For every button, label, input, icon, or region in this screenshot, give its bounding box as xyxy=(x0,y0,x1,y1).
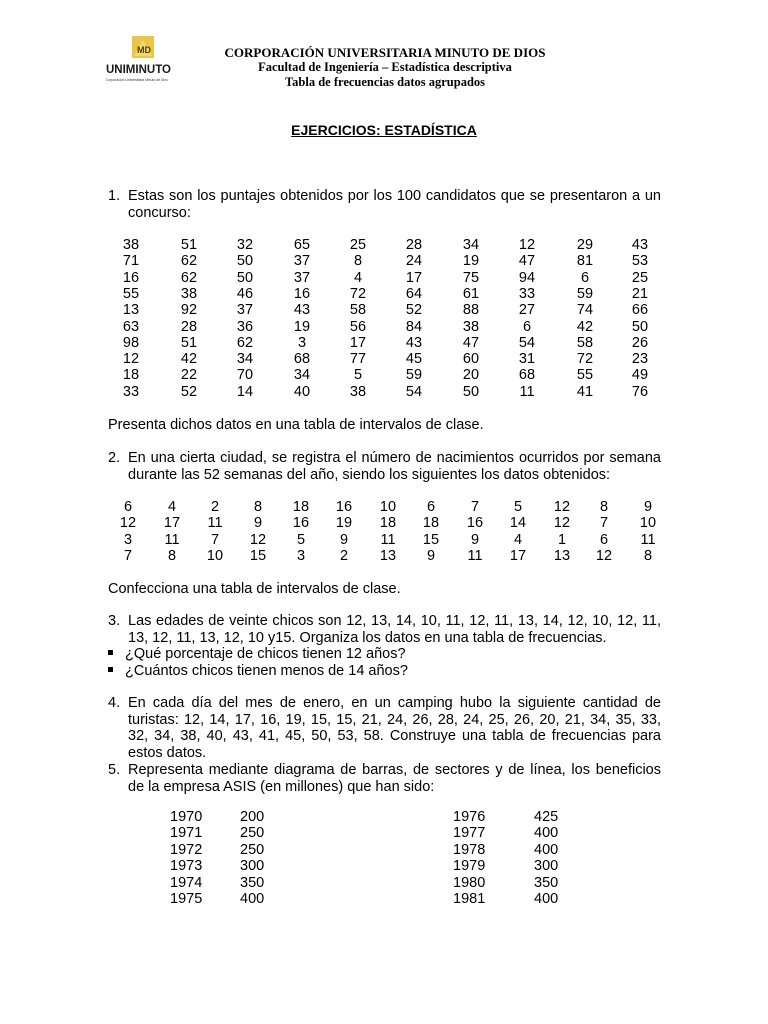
grid-cell: 45 xyxy=(405,351,423,368)
grid-cell: 10 xyxy=(206,547,224,564)
q1-instruction: Presenta dichos datos en una tabla de intervalos de clase. xyxy=(108,417,484,433)
grid-cell: 72 xyxy=(576,351,594,368)
topic-line: Tabla de frecuencias datos agrupados xyxy=(284,75,486,89)
grid-cell: 13 xyxy=(553,547,571,564)
grid-cell: 8 xyxy=(353,253,363,270)
grid-cell: 3 xyxy=(123,531,133,548)
grid-cell: 9 xyxy=(253,515,263,532)
grid-cell: 54 xyxy=(405,383,423,400)
grid-cell: 62 xyxy=(180,253,198,270)
grid-cell: 60 xyxy=(462,351,480,368)
q5-number: 5. xyxy=(108,762,121,778)
grid-cell: 6 xyxy=(426,499,436,515)
grid-cell: 38 xyxy=(122,237,140,253)
q3-bullet-text: ¿Qué porcentaje de chicos tienen 12 años? xyxy=(125,646,406,662)
year-cell: 1977 xyxy=(453,825,486,842)
grid-cell: 66 xyxy=(631,302,649,319)
grid-cell: 41 xyxy=(576,383,594,400)
grid-cell: 33 xyxy=(122,383,140,400)
year-cell: 1979 xyxy=(453,858,486,875)
page-title: EJERCICIOS: ESTADÍSTICA xyxy=(291,122,477,138)
grid-cell: 9 xyxy=(339,531,349,548)
q4-text: En cada día del mes de enero, en un camping hubo la siguiente cantidad de turistas: 12, 14, 17, 16, 19, 15, 15, 21, 24, 26, 28, 24, 25, 26, 20, 21, 34, 35, 33, 32, 34, 38, 40, 43, 41, 45, 50, 53, 58. Construye una tabla de frecuencias para estos datos. xyxy=(128,695,661,761)
year-cell: 1972 xyxy=(170,841,203,858)
grid-cell: 18 xyxy=(422,515,440,532)
grid-cell: 40 xyxy=(293,383,311,400)
grid-cell: 50 xyxy=(462,383,480,400)
grid-cell: 17 xyxy=(349,334,367,351)
grid-cell: 28 xyxy=(180,318,198,335)
profit-cell: 350 xyxy=(534,874,559,891)
grid-cell: 68 xyxy=(293,351,311,368)
grid-cell: 11 xyxy=(164,531,180,548)
grid-cell: 3 xyxy=(297,334,307,351)
grid-cell: 11 xyxy=(207,515,223,532)
grid-cell: 62 xyxy=(180,269,198,286)
grid-cell: 68 xyxy=(518,367,536,384)
grid-cell: 11 xyxy=(380,531,396,548)
grid-cell: 3 xyxy=(296,547,306,564)
q3-bullet-text: ¿Cuántos chicos tienen menos de 14 años? xyxy=(125,663,408,679)
grid-cell: 19 xyxy=(293,318,311,335)
grid-cell: 12 xyxy=(122,351,140,368)
grid-cell: 5 xyxy=(353,367,363,384)
grid-cell: 49 xyxy=(631,367,649,384)
grid-cell: 28 xyxy=(405,237,423,253)
profit-cell: 400 xyxy=(534,825,559,842)
grid-cell: 98 xyxy=(122,334,140,351)
grid-cell: 7 xyxy=(210,531,220,548)
logo-subtext: Corporación Universitaria Minuto de Dios xyxy=(106,78,168,82)
grid-cell: 37 xyxy=(236,302,254,319)
grid-cell: 54 xyxy=(518,334,536,351)
grid-cell: 37 xyxy=(293,253,311,270)
grid-cell: 7 xyxy=(470,499,480,515)
grid-cell: 8 xyxy=(643,547,653,564)
grid-cell: 12 xyxy=(553,515,571,532)
grid-cell: 52 xyxy=(405,302,423,319)
grid-cell: 59 xyxy=(405,367,423,384)
grid-cell: 65 xyxy=(293,237,311,253)
grid-cell: 17 xyxy=(405,269,423,286)
grid-cell: 21 xyxy=(631,285,649,302)
grid-cell: 4 xyxy=(513,531,523,548)
grid-cell: 43 xyxy=(631,237,649,253)
grid-cell: 56 xyxy=(349,318,367,335)
year-cell: 1981 xyxy=(453,891,486,907)
grid-cell: 38 xyxy=(349,383,367,400)
grid-cell: 46 xyxy=(236,285,254,302)
grid-cell: 75 xyxy=(462,269,480,286)
grid-cell: 10 xyxy=(379,499,397,515)
grid-cell: 16 xyxy=(293,285,311,302)
grid-cell: 59 xyxy=(576,285,594,302)
year-cell: 1978 xyxy=(453,841,486,858)
year-cell: 1974 xyxy=(170,874,203,891)
profit-cell: 400 xyxy=(240,891,265,907)
profit-cell: 400 xyxy=(534,891,559,907)
grid-cell: 58 xyxy=(576,334,594,351)
grid-cell: 43 xyxy=(293,302,311,319)
grid-cell: 2 xyxy=(339,547,349,564)
grid-cell: 34 xyxy=(236,351,254,368)
q4-number: 4. xyxy=(108,695,121,711)
grid-cell: 92 xyxy=(180,302,198,319)
grid-cell: 6 xyxy=(522,318,532,335)
year-cell: 1971 xyxy=(170,825,203,842)
grid-cell: 77 xyxy=(349,351,367,368)
grid-cell: 6 xyxy=(599,531,609,548)
profit-cell: 400 xyxy=(534,841,559,858)
grid-cell: 42 xyxy=(576,318,594,335)
grid-cell: 38 xyxy=(462,318,480,335)
grid-cell: 19 xyxy=(462,253,480,270)
grid-cell: 62 xyxy=(236,334,254,351)
grid-cell: 29 xyxy=(576,237,594,253)
year-cell: 1970 xyxy=(170,809,203,825)
grid-cell: 15 xyxy=(422,531,440,548)
grid-cell: 11 xyxy=(467,547,483,564)
grid-cell: 12 xyxy=(119,515,137,532)
logo-wordmark: UNIMINUTO xyxy=(106,64,171,76)
grid-cell: 18 xyxy=(379,515,397,532)
grid-cell: 18 xyxy=(292,499,310,515)
grid-cell: 50 xyxy=(236,269,254,286)
year-cell: 1976 xyxy=(453,809,486,825)
grid-cell: 12 xyxy=(595,547,613,564)
grid-cell: 51 xyxy=(180,334,198,351)
grid-cell: 1 xyxy=(557,531,567,548)
grid-cell: 15 xyxy=(249,547,267,564)
q1-text: Estas son los puntajes obtenidos por los 100 candidatos que se presentaron a un concurso: xyxy=(128,188,661,221)
q5-text: Representa mediante diagrama de barras, de sectores y de línea, los beneficios de la empresa ASIS (en millones) que han sido: xyxy=(128,762,661,795)
grid-cell: 12 xyxy=(249,531,267,548)
grid-cell: 94 xyxy=(518,269,536,286)
grid-cell: 33 xyxy=(518,285,536,302)
grid-cell: 36 xyxy=(236,318,254,335)
grid-cell: 63 xyxy=(122,318,140,335)
grid-cell: 17 xyxy=(163,515,181,532)
grid-cell: 7 xyxy=(599,515,609,532)
grid-cell: 42 xyxy=(180,351,198,368)
grid-cell: 2 xyxy=(210,499,220,515)
year-cell: 1980 xyxy=(453,874,486,891)
grid-cell: 24 xyxy=(405,253,423,270)
grid-cell: 37 xyxy=(293,269,311,286)
profit-cell: 425 xyxy=(534,809,559,825)
grid-cell: 38 xyxy=(180,285,198,302)
grid-cell: 81 xyxy=(576,253,594,270)
bullet-square-icon xyxy=(108,650,113,655)
grid-cell: 16 xyxy=(292,515,310,532)
svg-text:MD: MD xyxy=(137,45,151,55)
grid-cell: 50 xyxy=(631,318,649,335)
grid-cell: 6 xyxy=(580,269,590,286)
grid-cell: 70 xyxy=(236,367,254,384)
grid-cell: 16 xyxy=(466,515,484,532)
grid-cell: 74 xyxy=(576,302,594,319)
grid-cell: 9 xyxy=(643,499,653,515)
grid-cell: 6 xyxy=(123,499,133,515)
profit-cell: 300 xyxy=(534,858,559,875)
grid-cell: 34 xyxy=(462,237,480,253)
grid-cell: 4 xyxy=(167,499,177,515)
grid-cell: 20 xyxy=(462,367,480,384)
year-cell: 1973 xyxy=(170,858,203,875)
profit-cell: 250 xyxy=(240,825,265,842)
grid-cell: 53 xyxy=(631,253,649,270)
bullet-square-icon xyxy=(108,667,113,672)
grid-cell: 13 xyxy=(379,547,397,564)
q2-text: En una cierta ciudad, se registra el número de nacimientos ocurridos por semana durante las 52 semanas del año, siendo los siguientes los datos obtenidos: xyxy=(128,450,661,483)
grid-cell: 71 xyxy=(122,253,140,270)
grid-cell: 47 xyxy=(518,253,536,270)
grid-cell: 14 xyxy=(236,383,254,400)
grid-cell: 13 xyxy=(122,302,140,319)
q1-number: 1. xyxy=(108,188,121,204)
grid-cell: 32 xyxy=(236,237,254,253)
grid-cell: 76 xyxy=(631,383,649,400)
grid-cell: 50 xyxy=(236,253,254,270)
q2-number: 2. xyxy=(108,450,121,466)
grid-cell: 19 xyxy=(335,515,353,532)
grid-cell: 12 xyxy=(518,237,536,253)
grid-cell: 12 xyxy=(553,499,571,515)
grid-cell: 9 xyxy=(470,531,480,548)
profit-cell: 200 xyxy=(240,809,265,825)
institution-name: CORPORACIÓN UNIVERSITARIA MINUTO DE DIOS xyxy=(224,45,546,60)
grid-cell: 51 xyxy=(180,237,198,253)
grid-cell: 23 xyxy=(631,351,649,368)
grid-cell: 11 xyxy=(519,383,535,400)
grid-cell: 64 xyxy=(405,285,423,302)
grid-cell: 43 xyxy=(405,334,423,351)
grid-cell: 55 xyxy=(576,367,594,384)
profit-cell: 250 xyxy=(240,841,265,858)
profit-cell: 300 xyxy=(240,858,265,875)
grid-cell: 61 xyxy=(462,285,480,302)
grid-cell: 17 xyxy=(509,547,527,564)
grid-cell: 84 xyxy=(405,318,423,335)
grid-cell: 25 xyxy=(349,237,367,253)
grid-cell: 72 xyxy=(349,285,367,302)
grid-cell: 52 xyxy=(180,383,198,400)
grid-cell: 31 xyxy=(518,351,536,368)
grid-cell: 8 xyxy=(599,499,609,515)
grid-cell: 25 xyxy=(631,269,649,286)
grid-cell: 22 xyxy=(180,367,198,384)
grid-cell: 18 xyxy=(122,367,140,384)
grid-cell: 8 xyxy=(253,499,263,515)
document-header xyxy=(190,45,580,90)
year-cell: 1975 xyxy=(170,891,203,907)
grid-cell: 5 xyxy=(513,499,523,515)
grid-cell: 47 xyxy=(462,334,480,351)
grid-cell: 88 xyxy=(462,302,480,319)
grid-cell: 34 xyxy=(293,367,311,384)
grid-cell: 26 xyxy=(631,334,649,351)
grid-cell: 14 xyxy=(509,515,527,532)
q3-bullet xyxy=(108,663,408,680)
grid-cell: 4 xyxy=(353,269,363,286)
q3-number: 3. xyxy=(108,613,121,629)
grid-cell: 9 xyxy=(426,547,436,564)
grid-cell: 8 xyxy=(167,547,177,564)
uniminuto-logo xyxy=(104,36,184,86)
grid-cell: 11 xyxy=(640,531,656,548)
grid-cell: 16 xyxy=(122,269,140,286)
q3-text: Las edades de veinte chicos son 12, 13, 14, 10, 11, 12, 11, 13, 14, 12, 10, 12, 11, 13, 12, 11, 13, 12, 10 y15. Organiza los datos en una tabla de frecuencias. xyxy=(128,613,661,646)
grid-cell: 16 xyxy=(335,499,353,515)
faculty-line: Facultad de Ingeniería – Estadística descriptiva xyxy=(258,60,512,74)
grid-cell: 58 xyxy=(349,302,367,319)
grid-cell: 5 xyxy=(296,531,306,548)
grid-cell: 7 xyxy=(123,547,133,564)
q3-bullet xyxy=(108,646,406,663)
q2-instruction: Confecciona una tabla de intervalos de clase. xyxy=(108,581,401,597)
profit-cell: 350 xyxy=(240,874,265,891)
grid-cell: 27 xyxy=(518,302,536,319)
grid-cell: 55 xyxy=(122,285,140,302)
grid-cell: 10 xyxy=(639,515,657,532)
